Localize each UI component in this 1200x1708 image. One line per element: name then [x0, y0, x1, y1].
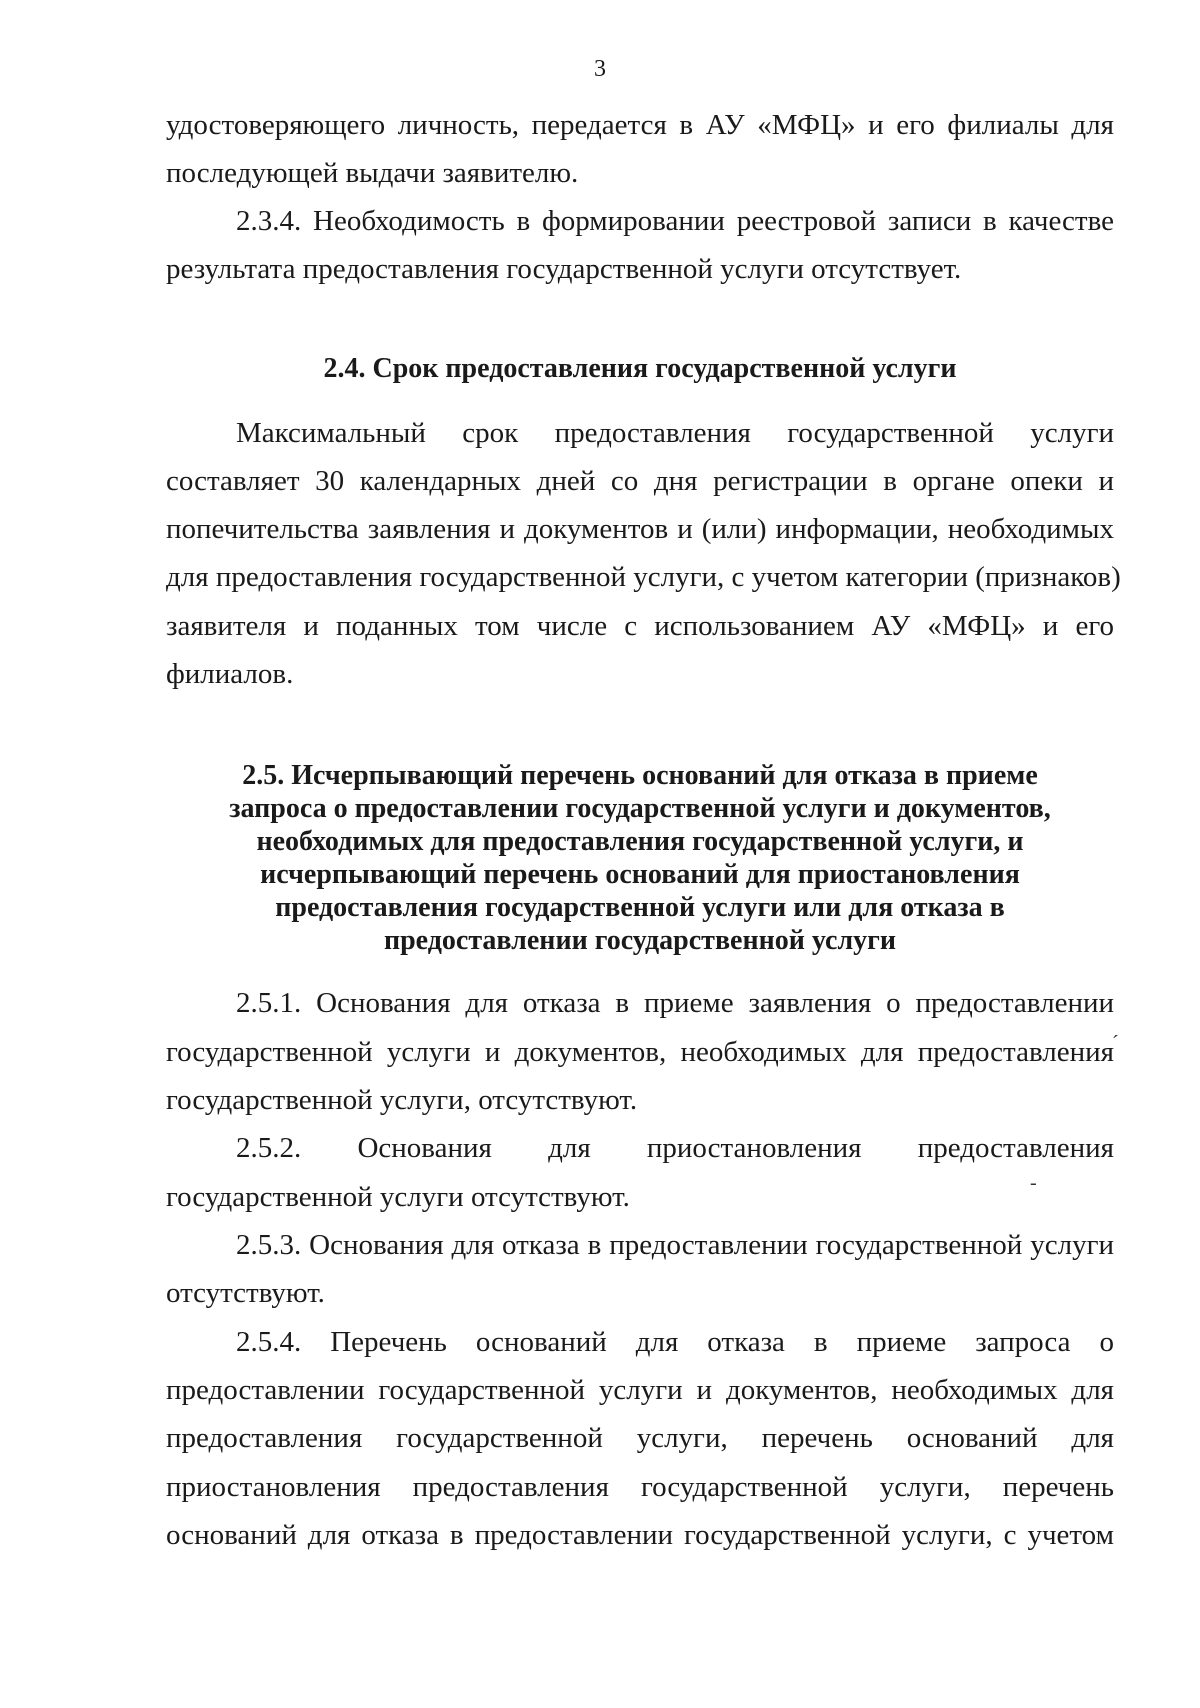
heading-line: 2.5. Исчерпывающий перечень оснований для отказа в приеме: [242, 760, 1038, 791]
text-line: приостановления предоставления государственной услуги, перечень: [166, 1471, 1114, 1503]
text-line: для предоставления государственной услуги, с учетом категории (признаков): [166, 561, 1121, 593]
text-line: 2.5.3. Основания для отказа в предоставлении государственной услуги: [236, 1229, 1114, 1261]
text-line: филиалов.: [166, 658, 294, 690]
text-line: оснований для отказа в предоставлении государственной услуги, с учетом: [166, 1519, 1114, 1551]
text-line: предоставлении государственной услуги и документов, необходимых для: [166, 1374, 1114, 1406]
text-line: 2.5.2. Основания для приостановления предоставления: [236, 1132, 1114, 1164]
text-line: составляет 30 календарных дней со дня регистрации в органе опеки и: [166, 465, 1114, 497]
scan-speck: -: [1030, 1172, 1037, 1194]
heading-line: необходимых для предоставления государственной услуги, и: [256, 826, 1024, 857]
heading-line: запроса о предоставлении государственной услуги и документов,: [229, 793, 1051, 824]
text-line: 2.5.4. Перечень оснований для отказа в приеме запроса о: [236, 1326, 1114, 1358]
text-line: 2.5.1. Основания для отказа в приеме заявления о предоставлении: [236, 987, 1114, 1019]
text-line: государственной услуги, отсутствуют.: [166, 1084, 638, 1116]
text-line: государственной услуги и документов, необходимых для предоставления: [166, 1036, 1114, 1068]
heading-line: исчерпывающий перечень оснований для приостановления: [260, 859, 1020, 890]
text-line: Максимальный срок предоставления государственной услуги: [236, 417, 1114, 449]
text-line: попечительства заявления и документов и (или) информации, необходимых: [166, 513, 1114, 545]
heading-line: предоставлении государственной услуги: [383, 925, 897, 956]
heading-line: предоставления государственной услуги или для отказа в: [275, 892, 1005, 923]
page-number: 3: [594, 56, 606, 82]
text-line: последующей выдачи заявителю.: [166, 157, 579, 189]
text-line: результата предоставления государственной услуги отсутствует.: [166, 253, 962, 285]
text-line: государственной услуги отсутствуют.: [166, 1181, 630, 1213]
scan-speck: ˊ: [1112, 1032, 1119, 1054]
text-line: предоставления государственной услуги, перечень оснований для: [166, 1422, 1114, 1454]
text-line: отсутствуют.: [166, 1277, 325, 1309]
text-line: 2.3.4. Необходимость в формировании реестровой записи в качестве: [236, 205, 1114, 237]
section-heading-2-4: 2.4. Срок предоставления государственной услуги: [323, 353, 957, 384]
text-line: заявителя и поданных том числе с использованием АУ «МФЦ» и его: [166, 610, 1114, 642]
text-line: удостоверяющего личность, передается в АУ «МФЦ» и его филиалы для: [166, 109, 1114, 141]
